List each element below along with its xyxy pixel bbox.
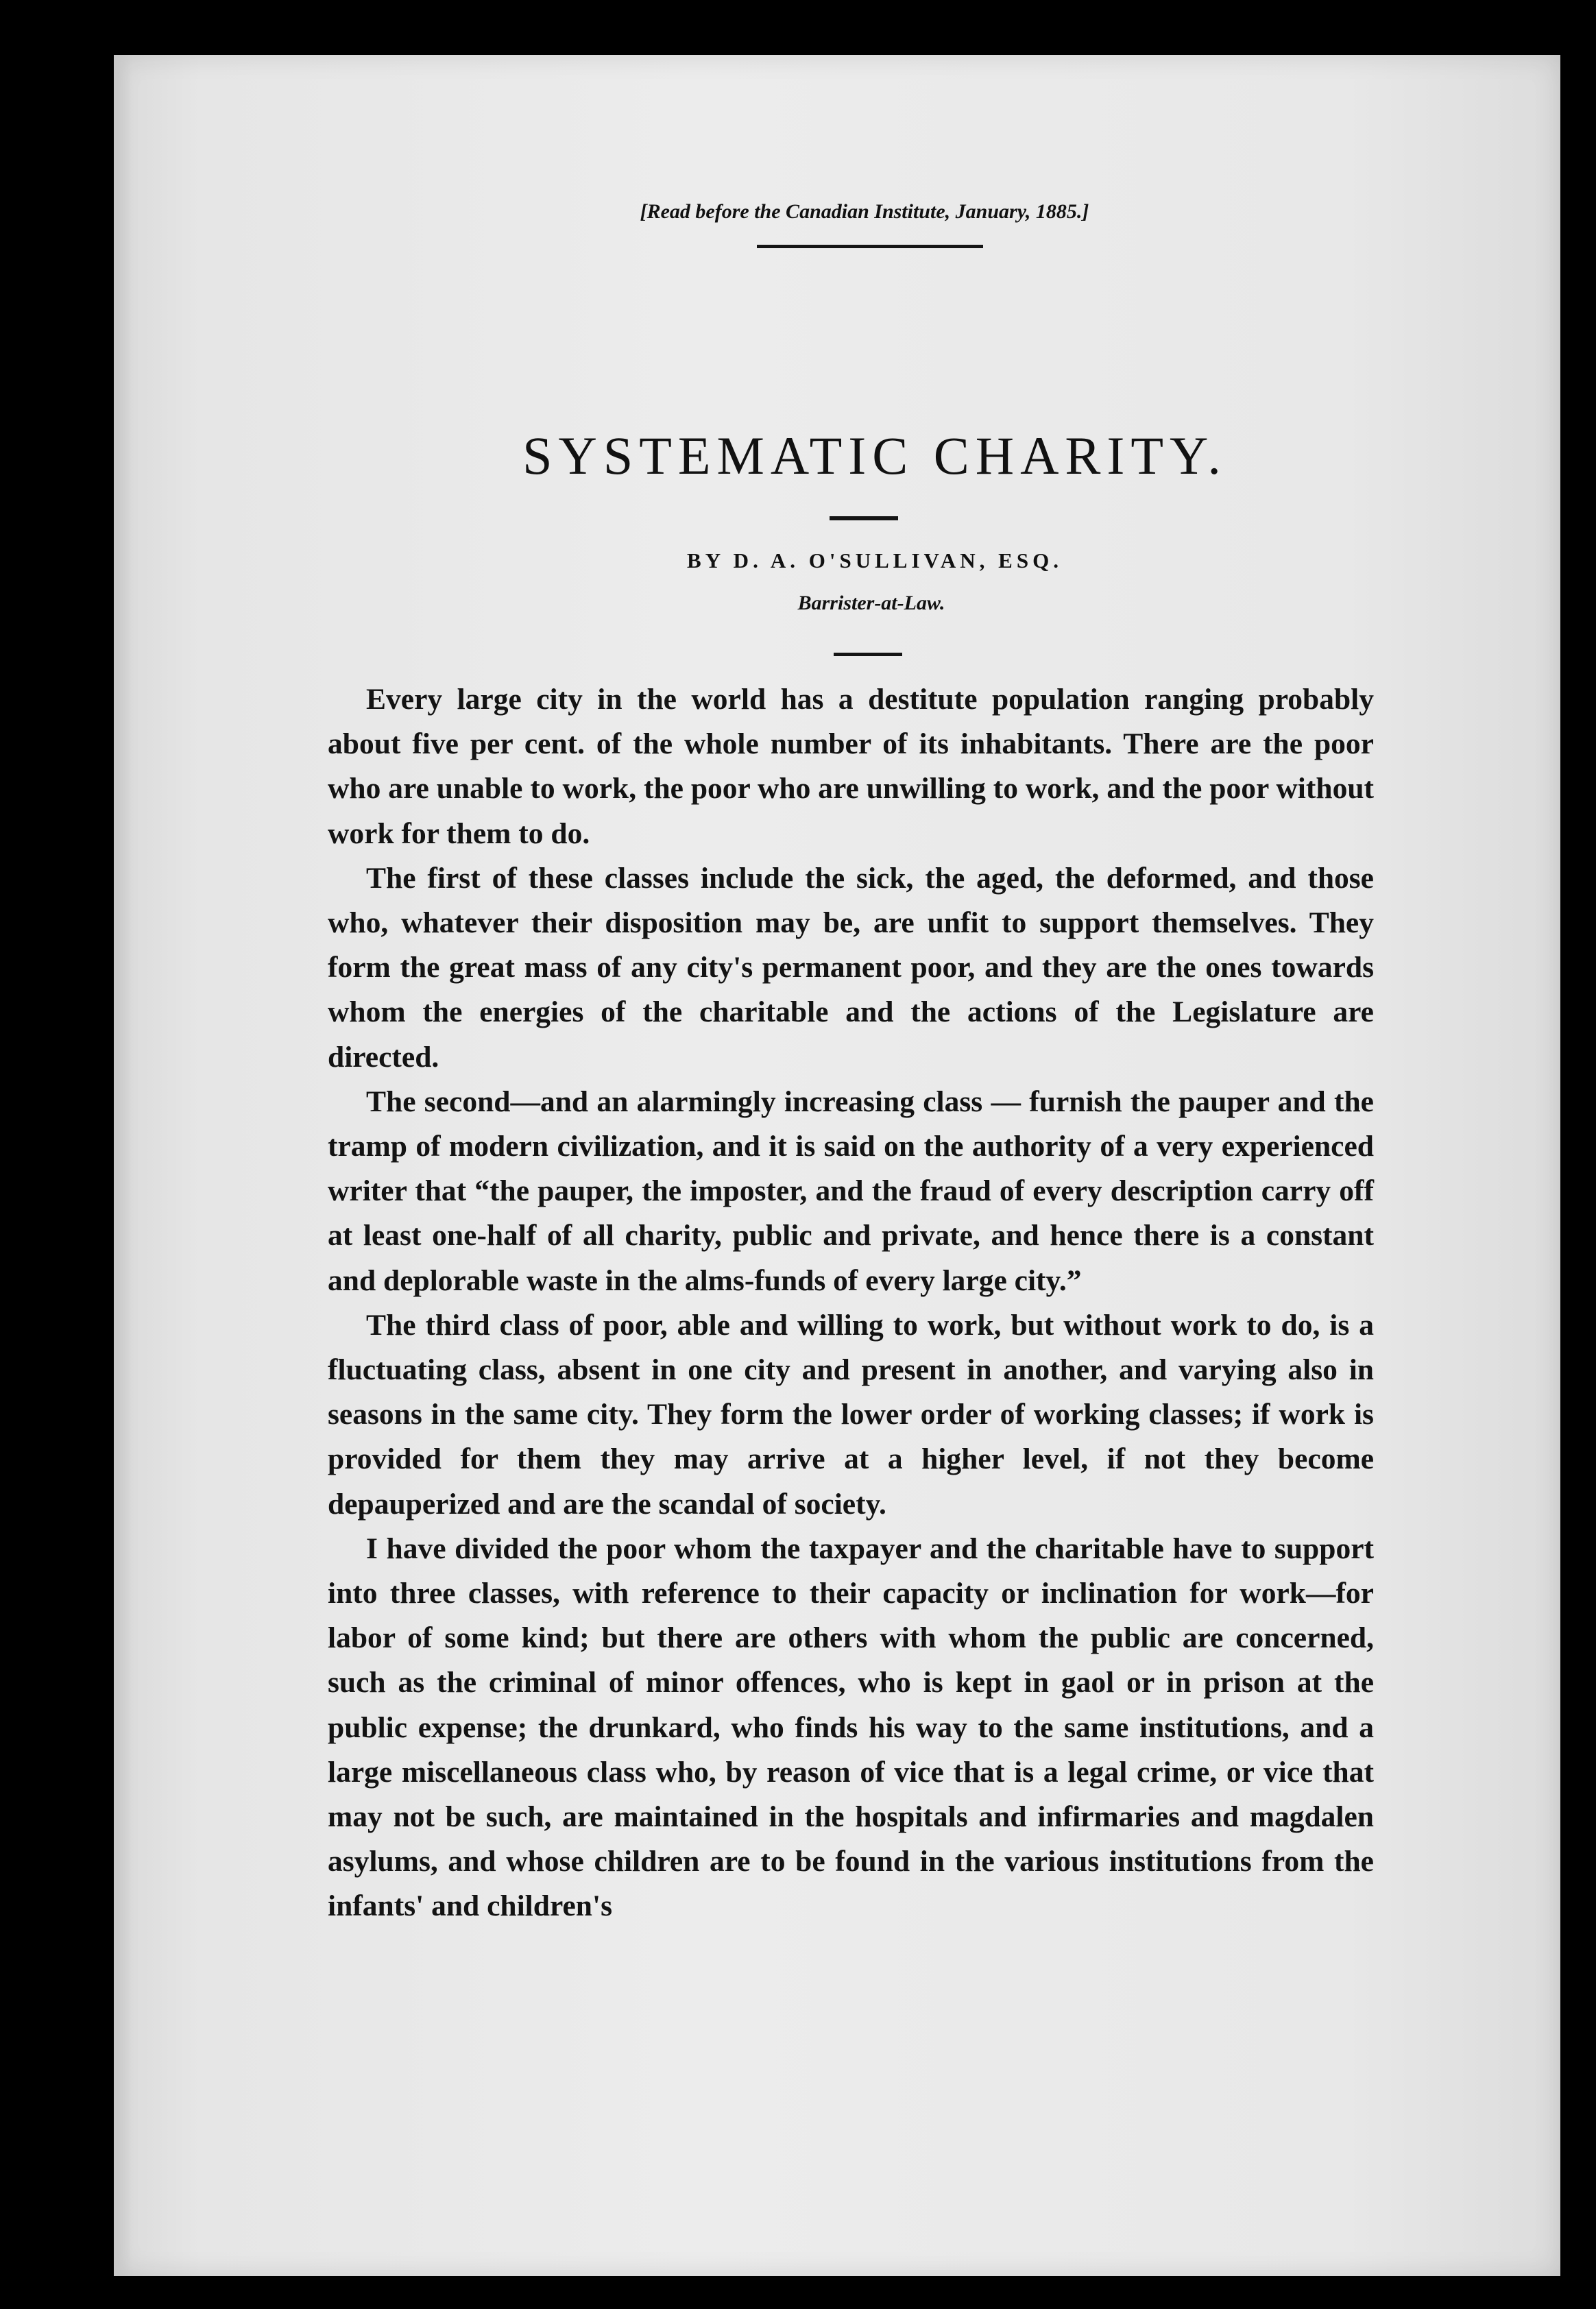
body-text (328, 677, 1374, 1929)
document-title: SYSTEMATIC CHARITY. (522, 426, 1227, 485)
paragraph-2: The first of these classes include the sick, the aged, the deformed, and those who, whatever their disposition may be, are unfit to support themselves. They form the great mass of any city's permanent poor, and they are the ones towards whom the energies of the charitable and the actions of the Legislature are directed. (328, 861, 1374, 1074)
author-byline: BY D. A. O'SULLIVAN, ESQ. (687, 548, 1063, 572)
header-rule (757, 245, 983, 248)
author-credential: Barrister-at-Law. (797, 592, 945, 614)
paragraph-5: I have divided the poor whom the taxpayer and the charitable have to support into three classes, with reference to their capacity or inclination for work—for labor of some kind; but there are others with whom the public are concerned, such as the criminal of minor offences, who is kept in gaol or in prison at the public expense; the drunkard, who finds his way to the same institutions, and a large miscellaneous class who, by reason of vice that is a legal crime, or vice that may not be such, are maintained in the hospitals and infirmaries and magdalen asylums, and whose children are to be found in the various institutions from the infants' and children's (328, 1532, 1374, 1923)
paragraph-3: The second—and an alarmingly increasing class — furnish the pauper and the tramp of modern civilization, and it is said on the authority of a very experienced writer that “the pauper, the imposter, and the fraud of every description carry off at least one-half of all charity, public and private, and hence there is a constant and deplorable waste in the alms-funds of every large city.” (328, 1085, 1374, 1297)
paragraph-1: Every large city in the world has a destitute population ranging probably about five per cent. of the whole number of its inhabitants. There are the poor who are unable to work, the poor who are unwilling to work, and the poor without work for them to do. (328, 683, 1374, 850)
byline-rule (834, 653, 902, 656)
header-note: [Read before the Canadian Institute, January, 1885.] (640, 200, 1089, 223)
page-edge-shadow (114, 55, 132, 2276)
document-page (114, 55, 1560, 2276)
title-rule (830, 516, 898, 520)
paragraph-4: The third class of poor, able and willing to work, but without work to do, is a fluctuating class, absent in one city and present in another, and varying also in seasons in the same city. They form the lower order of working classes; if work is provided for them they may arrive at a higher level, if not they become depauperized and are the scandal of society. (328, 1308, 1374, 1521)
